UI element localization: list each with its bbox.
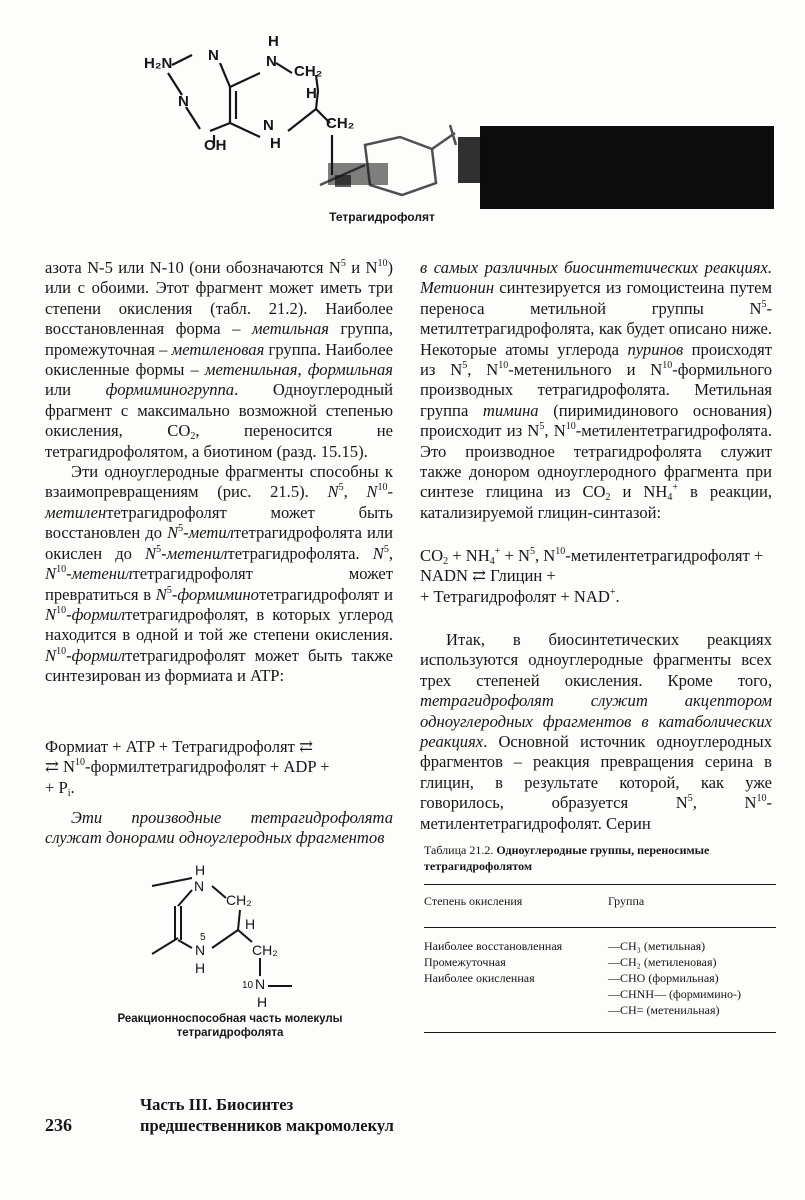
equation-glycine-line-2: + Тетрагидрофолят + NAD+.	[420, 586, 620, 606]
figure-bottom-caption: Реакционноспособная часть молекулы тетрагидрофолята	[117, 1013, 343, 1039]
ch2b-label: CH₂	[326, 115, 355, 132]
left-paragraph-3: Эти производные тетрагидрофолята служат донорами одноуглеродных фрагментов	[45, 808, 393, 848]
h-top-label: H	[195, 862, 206, 878]
equation-glycine	[420, 546, 772, 607]
table-header-row	[424, 893, 776, 928]
equation-line-1: Формиат + ATP + Тетрагидрофолят ⇄	[45, 737, 313, 756]
equation-line-2: ⇄ $N^{10}$-формилтетрагидрофолят + ADP +	[45, 757, 330, 777]
ch2-ring-label: CH₂	[226, 892, 252, 908]
nh-top-label: H	[268, 33, 279, 50]
table-row: Промежуточная —CH₂ (метиленовая)	[424, 955, 717, 969]
n10-label: N	[255, 976, 266, 992]
left-column	[45, 258, 393, 687]
n5-label: N	[263, 117, 274, 134]
ch2-label: CH₂	[294, 63, 323, 80]
h5-label: H	[270, 135, 281, 152]
equation-formate	[45, 737, 393, 798]
right-paragraph-2: Итак, в биосинтетических реакциях используются одноуглеродные фрагменты всех трех степеней окисления. Кроме того, тетрагидрофолят служит акцептором одноуглеродных фрагментов в катаболических реакциях. Основной источник одноуглеродных фрагментов – реакция превращения серина в глицин, в результате которой, как уже говорилось, образуется $N^5$, $N^{10}$-метилентетрагидрофолят. Серин	[420, 630, 772, 833]
n8-label: N	[266, 53, 277, 70]
figure-tetrahydrofolate	[120, 25, 780, 230]
table-caption: Таблица 21.2. Одноуглеродные группы, переносимые тетрагидрофолятом	[424, 843, 710, 873]
table-row: Наиболее восстановленная —CH₃ (метильная)	[424, 939, 706, 953]
right-column	[420, 258, 772, 523]
left-paragraph-2: Эти одноуглеродные фрагменты способны к взаимопревращениям (рис. 21.5). $N^5$, $N^{10}$-метилентетрагидрофолят может быть восстановлен до $N^5$-метилтетрагидрофолята или окислен до $N^5$-метенилтетрагидрофолята. $N^5$, $N^{10}$-метенилтетрагидрофолят может превратиться в $N^5$-формиминотетрагидрофолят и $N^{10}$-формилтетрагидрофолят, в которых углерод находится в одной и той же степени окисления. $N^{10}$-формилтетрагидрофолят может быть также синтезирован из формиата и ATP:	[45, 462, 393, 686]
h-right-label: H	[245, 916, 256, 932]
ten-label: 10	[242, 980, 254, 991]
ch2-side-label: CH₂	[252, 942, 278, 958]
table-21-2	[424, 842, 776, 1033]
n5-bottom-label: N	[195, 942, 206, 958]
equation-glycine-line-1: $CO_2 + NH_4^+ + N^5$, $N^{10}$-метилентетрагидрофолят + NADN ⇄ Глицин +	[420, 546, 764, 586]
table-header-level: Степень окисления	[424, 894, 523, 908]
h2n-label: H₂N	[144, 55, 173, 72]
tetrahydrofolate-structure	[120, 25, 780, 230]
h-n10-label: H	[257, 994, 268, 1010]
n1-label: N	[208, 47, 219, 64]
n3-label: N	[178, 93, 189, 110]
five-label: 5	[200, 932, 206, 943]
h6-label: H	[306, 85, 317, 102]
right-paragraph-1: в самых различных биосинтетических реакциях. Метионин синтезируется из гомоцистеина путем переноса метильной группы $N^5$-метилтетрагидрофолята, как будет описано ниже. Некоторые атомы углерода пуринов происходят из $N^5$, $N^{10}$-метенильного и $N^{10}$-формильного производных тетрагидрофолята. Метильная группа тимина (пиримидинового основания) происходит из $N^5$, $N^{10}$-метилентетрагидрофолята. Это производное тетрагидрофолята служит также донором одноуглеродного фрагмента при синтезе глицина из $CO_2$ и $NH_4^+$ в реакции, катализируемой глицин-синтазой:	[420, 258, 772, 522]
running-footer: Часть III. Биосинтез предшественников макромолекул	[140, 1095, 394, 1135]
equation-line-3: + $P_i$.	[45, 777, 75, 799]
h-bottom-label: H	[195, 960, 206, 976]
table-row: Наиболее окисленная —CHO (формильная) —CHNH— (формимино-) —CH= (метенильная)	[424, 971, 742, 1017]
page-number: 236	[45, 1115, 72, 1135]
left-paragraph-1: азота N-5 или N-10 (они обозначаются $N^5$ и $N^{10}$) или с обоими. Этот фрагмент может иметь три степени окисления (табл. 21.2). Наиболее восстановленная форма – метильная группа, промежуточная – метиленовая группа. Наиболее окисленные формы – метенильная, формильная или формиминогруппа. Одноуглеродный фрагмент с максимально возможной степенью окисления, $CO_2$, переносится не тетрагидрофолятом, а биотином (разд. 15.15).	[45, 258, 394, 461]
table-header-group: Группа	[608, 894, 645, 908]
n-top-label: N	[194, 878, 205, 894]
figure-reactive-part	[80, 858, 380, 1048]
oh-label: OH	[204, 137, 227, 154]
table-body	[424, 893, 776, 1018]
figure-top-caption: Тетрагидрофолят	[329, 210, 435, 224]
reactive-part-structure	[80, 858, 380, 1008]
